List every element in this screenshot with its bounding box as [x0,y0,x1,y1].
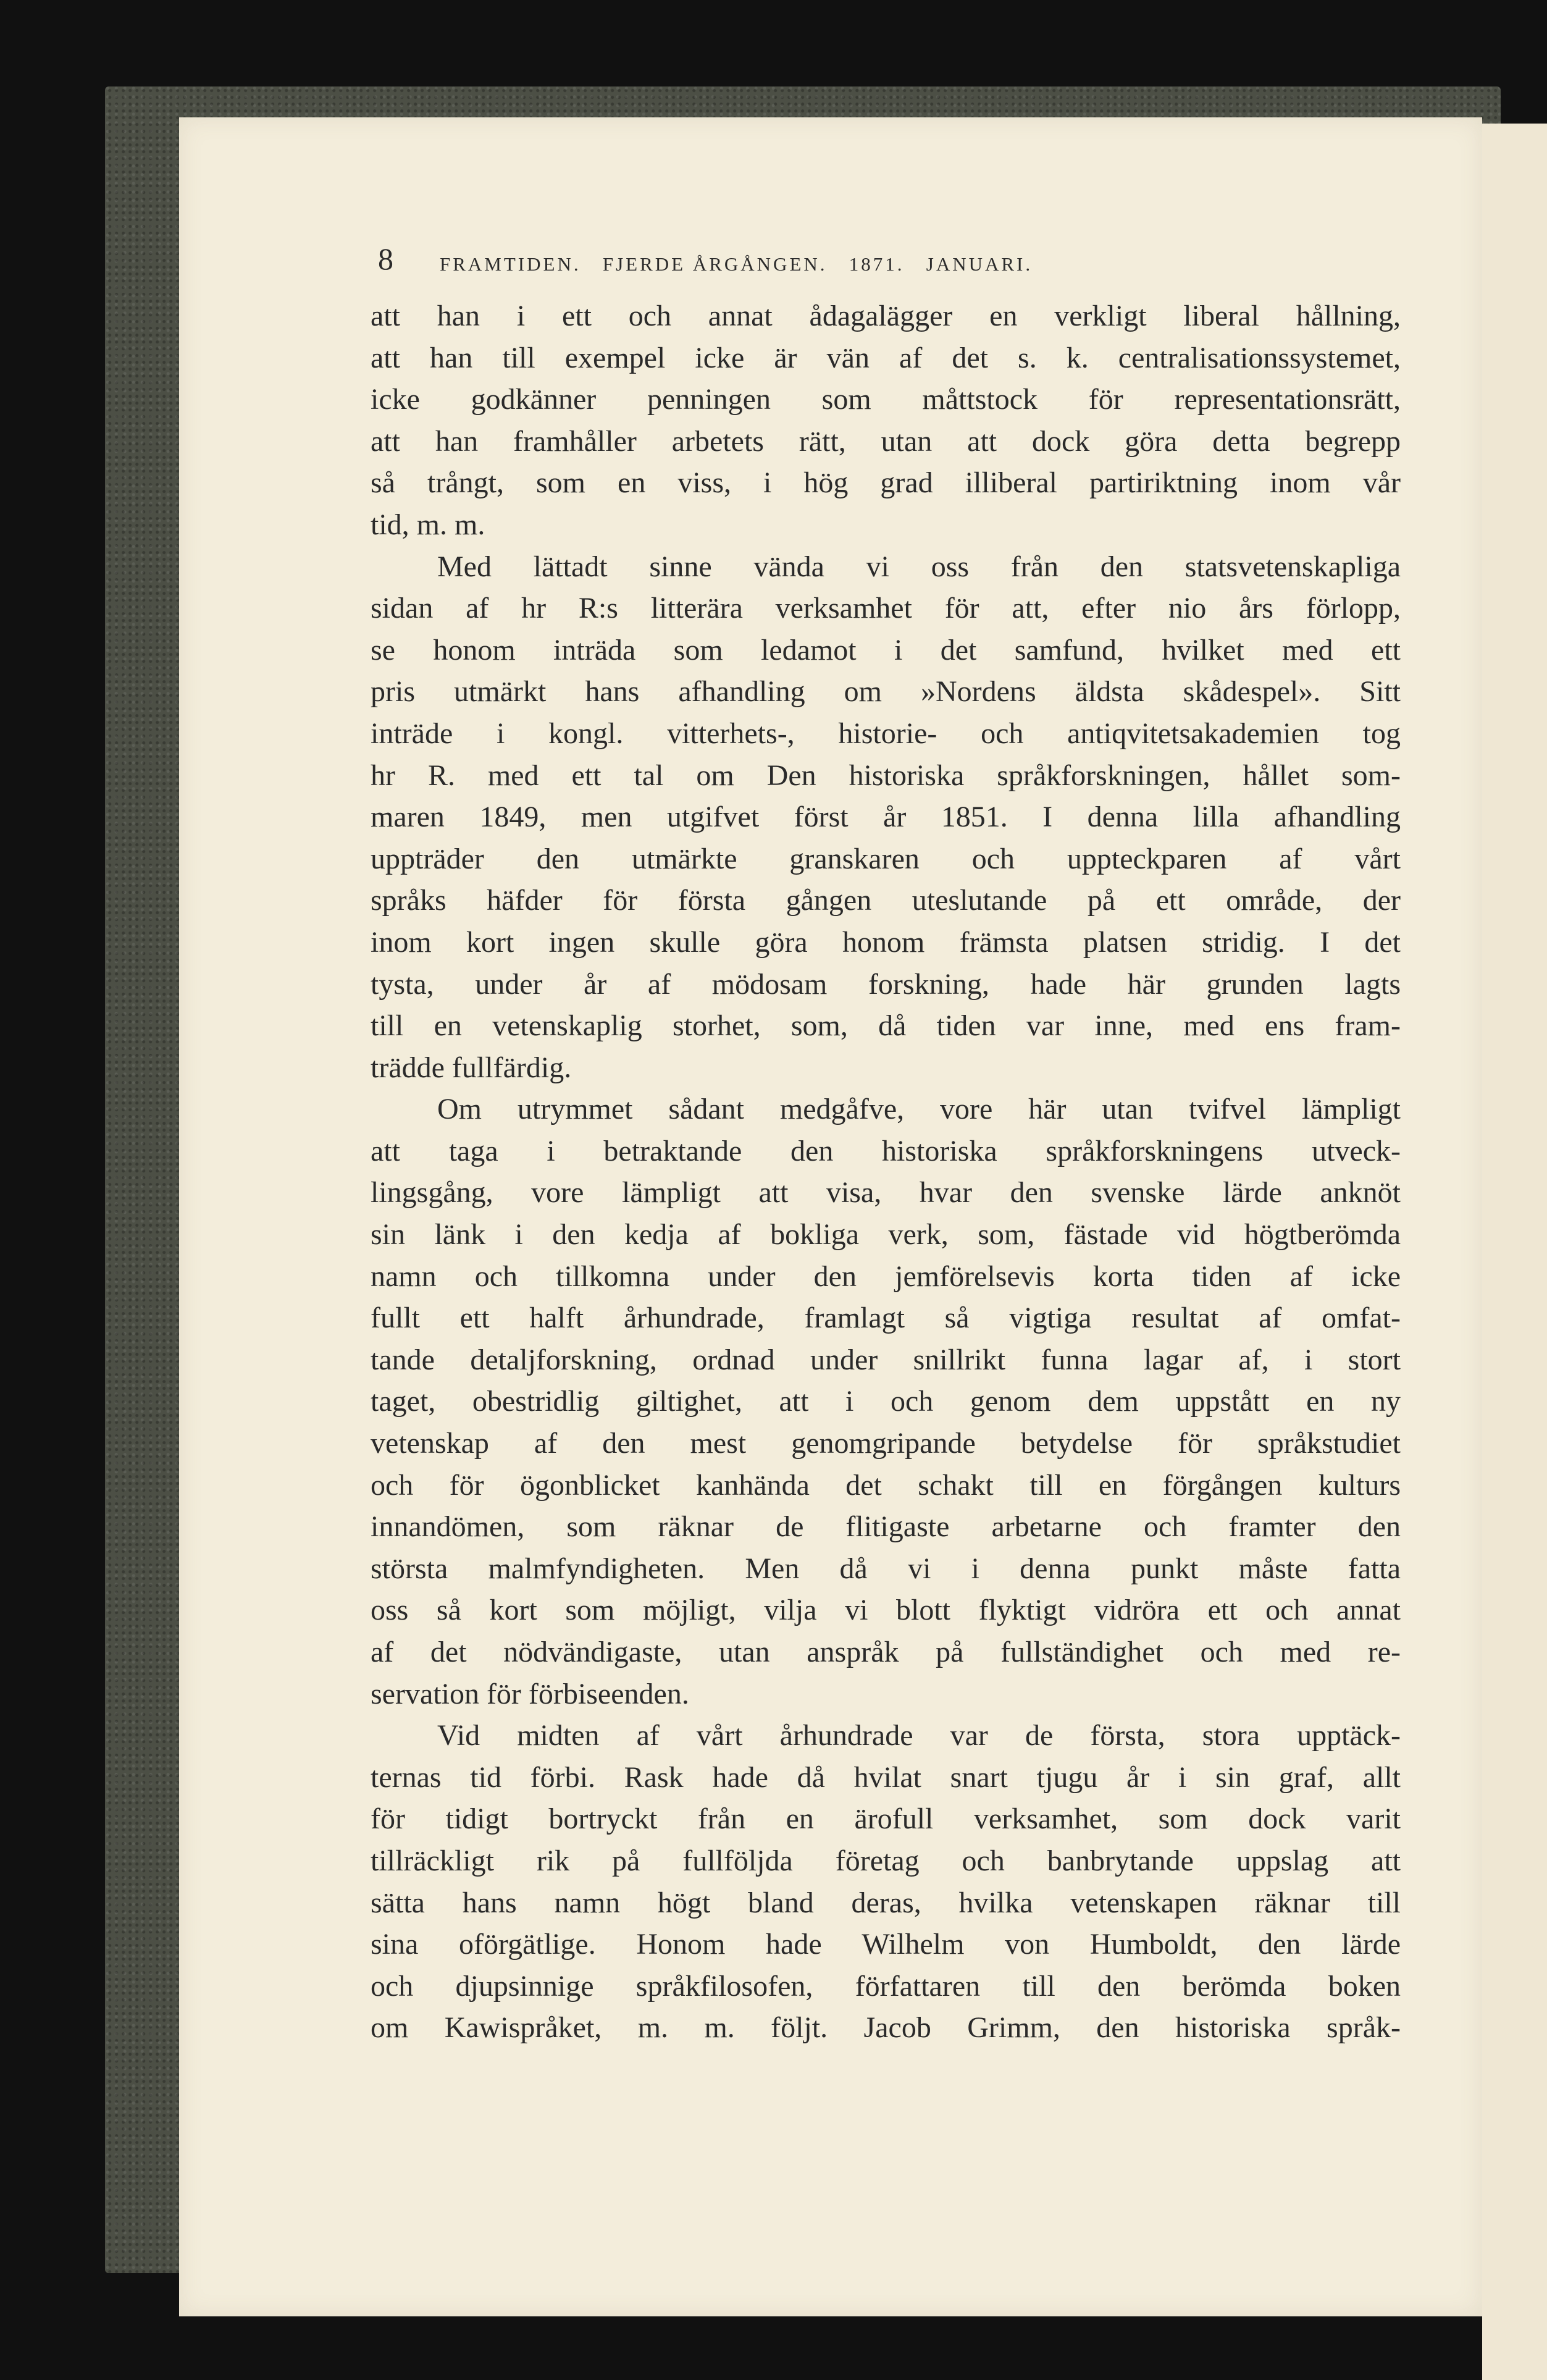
text-line: servation för förbiseenden. [371,1677,689,1710]
text-line: tande detaljforskning, ordnad under snillrikt funna lagar af, i stort [371,1343,1401,1376]
text-line: att taga i betraktande den historiska språkforskningens utveck- [371,1134,1401,1167]
text-line: pris utmärkt hans afhandling om »Nordens äldsta skådespel». Sitt [371,675,1401,709]
text-line: maren 1849, men utgifvet först år 1851. I denna lilla afhandling [371,801,1401,834]
text-line: vetenskap af den mest genomgripande betydelse för språkstudiet [371,1427,1401,1460]
paragraph-first-line: Vid midten af vårt århundrade var de första, stora upptäck- [437,1719,1401,1752]
running-head: FRAMTIDEN. FJERDE ÅRGÅNGEN. 1871. JANUARI. [440,253,1033,275]
text-line: så trångt, som en viss, i hög grad illiberal partiriktning inom vår [371,466,1401,500]
paragraph-first-line: Med lättadt sinne vända vi oss från den statsvetenskapliga [437,550,1401,583]
text-line: trädde fullfärdig. [371,1051,572,1084]
text-line: lingsgång, vore lämpligt att visa, hvar den svenske lärde anknöt [371,1176,1401,1209]
text-line: om Kawispråket, m. m. följt. Jacob Grimm, den historiska språk- [371,2011,1401,2045]
text-line: sidan af hr R:s litterära verksamhet för att, efter nio års förlopp, [371,592,1401,625]
text-line: fullt ett halft århundrade, framlagt så vigtiga resultat af omfat- [371,1301,1401,1335]
text-line: sätta hans namn högt bland deras, hvilka vetenskapen räknar till [371,1886,1401,1919]
text-line: att han i ett och annat ådagalägger en verkligt liberal hållning, [371,300,1401,332]
text-line: ternas tid förbi. Rask hade då hvilat snart tjugu år i sin graf, allt [371,1760,1401,1794]
paragraph-first-line: Om utrymmet sådant medgåfve, vore här utan tvifvel lämpligt [437,1093,1401,1126]
text-line: icke godkänner penningen som måttstock för representationsrätt, [371,383,1401,416]
text-line: och för ögonblicket kanhända det schakt till en förgången kulturs [371,1468,1401,1502]
text-line: sina oförgätlige. Honom hade Wilhelm von Humboldt, den lärde [371,1928,1401,1961]
text-line: och djupsinnige språkfilosofen, författaren till den berömda boken [371,1969,1401,2003]
text-line: till en vetenskaplig storhet, som, då tiden var inne, med ens fram- [371,1009,1401,1043]
text-line: hr R. med ett tal om Den historiska språkforskningen, hållet som- [371,759,1401,792]
text-line: inom kort ingen skulle göra honom främsta platsen stridig. I det [371,925,1401,959]
text-line: inträde i kongl. vitterhets-, historie- och antiqvitetsakademien tog [371,717,1401,750]
text-line: uppträder den utmärkte granskaren och uppteckparen af vårt [371,842,1401,875]
text-line: att han framhåller arbetets rätt, utan att dock göra detta begrepp [371,424,1401,458]
text-line: af det nödvändigaste, utan anspråk på fullständighet och med re- [371,1636,1401,1668]
text-line: tillräckligt rik på fullföljda företag och banbrytande uppslag att [371,1844,1401,1877]
adjacent-page-edge [1482,124,1547,2380]
text-line: oss så kort som möjligt, vilja vi blott flyktigt vidröra ett och annat [371,1594,1401,1627]
text-line: för tidigt bortryckt från en ärofull verksamhet, som dock varit [371,1802,1401,1836]
text-line: att han till exempel icke är vän af det s. k. centralisationssystemet, [371,341,1401,374]
text-line: innandömen, som räknar de flitigaste arbetarne och framter den [371,1510,1401,1544]
text-line: tid, m. m. [371,508,485,541]
text-line: tysta, under år af mödosam forskning, hade här grunden lagts [371,967,1401,1001]
text-line: taget, obestridlig giltighet, att i och genom dem uppstått en ny [371,1385,1401,1418]
page-number: 8 [378,242,393,276]
text-line: språks häfder för första gången uteslutande på ett område, der [371,884,1401,917]
text-line: sin länk i den kedja af bokliga verk, som, fästade vid högtberömda [371,1218,1401,1251]
text-line: namn och tillkomna under den jemförelsevis korta tiden af icke [371,1259,1401,1293]
article-body [371,295,1401,2049]
text-line: se honom inträda som ledamot i det samfund, hvilket med ett [371,633,1401,666]
text-line: största malmfyndigheten. Men då vi i denna punkt måste fatta [371,1552,1401,1585]
